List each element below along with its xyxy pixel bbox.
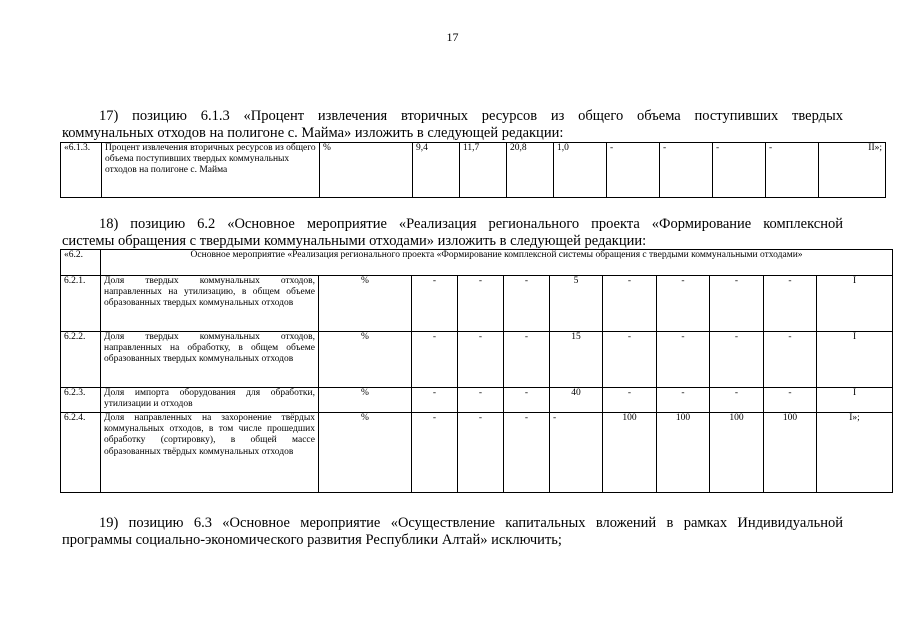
cell-value: 20,8 <box>507 143 554 198</box>
cell-unit: % <box>320 143 413 198</box>
cell-code: 6.2.4. <box>61 413 101 493</box>
cell-value: - <box>412 413 458 493</box>
page-number: 17 <box>446 30 459 44</box>
cell-value: 40 <box>550 388 603 413</box>
cell-code: 6.2.1. <box>61 276 101 332</box>
paragraph-18 <box>62 216 843 249</box>
cell-unit: % <box>319 413 412 493</box>
table-6-1-3 <box>60 142 886 198</box>
cell-value: - <box>710 276 764 332</box>
cell-value: 100 <box>657 413 710 493</box>
cell-value: - <box>660 143 713 198</box>
cell-last: I <box>817 388 893 413</box>
cell-name: Доля твердых коммунальных отходов, направленных на обработку, в общем объеме образованных твердых коммунальных отходов <box>101 332 319 388</box>
header-code: «6.2. <box>61 250 101 276</box>
cell-code: 6.2.3. <box>61 388 101 413</box>
cell-value: - <box>764 276 817 332</box>
table-row <box>61 276 893 332</box>
cell-value: - <box>603 332 657 388</box>
cell-value: - <box>657 388 710 413</box>
cell-last: I»; <box>817 413 893 493</box>
cell-value: - <box>412 388 458 413</box>
cell-value: - <box>412 276 458 332</box>
table-row <box>61 143 886 198</box>
cell-code: 6.2.2. <box>61 332 101 388</box>
cell-value: 100 <box>710 413 764 493</box>
cell-value: - <box>458 332 504 388</box>
paragraph-19-line2: программы социально-экономического развития Республики Алтай» исключить; <box>62 531 562 548</box>
cell-unit: % <box>319 332 412 388</box>
cell-last: II»; <box>819 143 886 198</box>
cell-value: - <box>504 332 550 388</box>
cell-value: 100 <box>764 413 817 493</box>
cell-value: 100 <box>603 413 657 493</box>
cell-last: I <box>817 276 893 332</box>
cell-unit: % <box>319 276 412 332</box>
cell-code: «6.1.3. <box>61 143 102 198</box>
cell-value: - <box>603 276 657 332</box>
cell-value: - <box>657 332 710 388</box>
cell-value: - <box>504 276 550 332</box>
paragraph-17-line2: коммунальных отходов на полигоне с. Майма» изложить в следующей редакции: <box>62 124 564 141</box>
cell-value: 9,4 <box>413 143 460 198</box>
table-header-row <box>61 250 893 276</box>
cell-name: Доля твердых коммунальных отходов, направленных на утилизацию, в общем объеме образованных твердых коммунальных отходов <box>101 276 319 332</box>
cell-name: Доля направленных на захоронение твёрдых коммунальных отходов, в том числе прошедших обработку (сортировку), в общей массе образованных твёрдых коммунальных отходов <box>101 413 319 493</box>
cell-value: - <box>550 413 603 493</box>
cell-value: - <box>603 388 657 413</box>
header-title: Основное мероприятие «Реализация регионального проекта «Формирование комплексной системы обращения с твердыми коммунальными отходами» <box>101 250 893 276</box>
cell-value: - <box>710 388 764 413</box>
cell-unit: % <box>319 388 412 413</box>
cell-value: - <box>458 276 504 332</box>
cell-value: - <box>764 388 817 413</box>
cell-value: - <box>458 388 504 413</box>
cell-value: - <box>607 143 660 198</box>
table-6-2 <box>60 249 893 493</box>
cell-value: 11,7 <box>460 143 507 198</box>
cell-value: 15 <box>550 332 603 388</box>
paragraph-19 <box>62 515 843 548</box>
cell-value: - <box>458 413 504 493</box>
table-row <box>61 413 893 493</box>
paragraph-18-line2: системы обращения с твердыми коммунальными отходами» изложить в следующей редакции: <box>62 232 647 249</box>
cell-value: - <box>710 332 764 388</box>
cell-value: - <box>657 276 710 332</box>
cell-value: - <box>504 388 550 413</box>
cell-value: - <box>504 413 550 493</box>
table-row <box>61 332 893 388</box>
paragraph-18-line1: 18) позицию 6.2 «Основное мероприятие «Реализация регионального проекта «Формирование комплексной <box>99 216 843 232</box>
cell-value: 5 <box>550 276 603 332</box>
paragraph-17 <box>62 108 843 141</box>
cell-last: I <box>817 332 893 388</box>
table-row <box>61 388 893 413</box>
cell-name: Доля импорта оборудования для обработки, утилизации и отходов <box>101 388 319 413</box>
cell-value: - <box>412 332 458 388</box>
cell-value: - <box>713 143 766 198</box>
paragraph-17-line1: 17) позицию 6.1.3 «Процент извлечения вторичных ресурсов из общего объема поступивших твердых <box>99 108 843 124</box>
cell-value: - <box>766 143 819 198</box>
cell-value: - <box>764 332 817 388</box>
cell-value: 1,0 <box>554 143 607 198</box>
paragraph-19-line1: 19) позицию 6.3 «Основное мероприятие «Осуществление капитальных вложений в рамках Индивидуальной <box>99 515 843 531</box>
cell-name: Процент извлечения вторичных ресурсов из общего объема поступивших твердых коммунальных отходов на полигоне с. Майма <box>102 143 320 198</box>
